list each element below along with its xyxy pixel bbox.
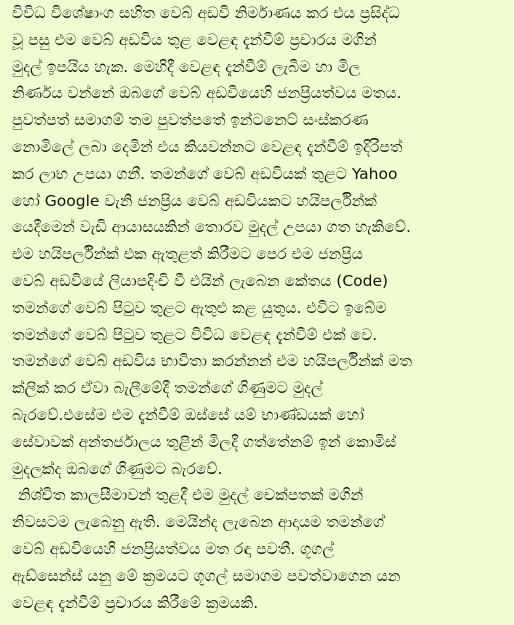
text-line: පුවත්පත් සමාගම් තම පුවත්පතේ ඉන්ටනෙට් සංස්කරණ	[12, 111, 369, 130]
text-line: සේවාවක් අන්තර්ජාලය තුළින් මිලදී ගත්තේනම් ඉන් කොමිස්	[12, 432, 397, 451]
text-line: නොමිලේ ලබා දෙමින් එය කියවන්නට වෙළඳ දැන්වීම් ඉදිරිපත්	[12, 137, 403, 156]
text-line: මුදලක්ද ඔබගේ ගිණුමට බැරවේ.	[12, 459, 223, 478]
text-line: විවිධ විශේෂාංග සහිත වෙබ් අඩවි නිර්මාණය කර එය ප්‍රසිද්ධ	[12, 4, 400, 22]
text-line: තමන්ගේ වෙබ් පිටුව තුළට විවිධ වෙළඳ දැන්වීම් එක් වෙ.	[12, 325, 378, 344]
text-line: එම හයිපර්ලින්ක් එක ඇතුළත් කිරීමට පෙර එම ජනප්‍රිය	[12, 245, 363, 264]
paragraph-start-line: නිශ්චිත කාලසීමාවන් තුළදී එම මුදල් චෙක්පතක් මගින්	[18, 486, 364, 505]
text-line: මුදල් ඉපයිය හැක. මෙහිදී වෙළඳ දැන්වීම් ලැබීම හා මිල	[12, 57, 361, 76]
text-line: ක්ලික් කර ඒවා බැලීමේදී තමන්ගේ ගිණුමට මුදල්	[12, 379, 323, 398]
text-line: වෙළඳ දැන්වීම් ප්‍රචාරය කිරීමේ ක්‍රමයකි.	[12, 593, 259, 612]
text-line: ඇඩ්සෙන්ස් යනු මේ ක්‍රමයට ගූගල් සමාගම පවත්වාගෙන යන	[12, 566, 401, 585]
text-line: තමන්ගේ වෙබ් අඩවිය භාවිතා කරන්නන් එම හයිපර්ලින්ක් මත	[12, 352, 412, 371]
text-line: වූ පසු එම වෙබ් අඩවිය තුළ වෙළඳ දැන්වීම් ප්‍රචාරය මගින්	[12, 30, 377, 49]
text-line: කර ලාභ උපයා ගනී. තමන්ගේ වෙබ් අඩවියක් තුළට Yahoo	[12, 164, 398, 183]
text-line: වෙබ් අඩවියෙහි ජනප්‍රියත්වය මත රඳා පවතී. ගූගල්	[12, 539, 335, 558]
text-line: වෙබ් අඩවියේ ලියාපදිංචි වී එයින් ලැබෙන කේතය (Code)	[12, 271, 389, 290]
text-line: නිර්ණය වන්නේ ඔබගේ වෙබ් අඩවියෙහි ජනප්‍රියත්වය මතය.	[12, 84, 402, 103]
text-line: බැරවේ.එසේම එම දැන්වීම් ඔස්සේ යම් භාණ්ඩයක් හෝ	[12, 405, 365, 424]
text-line: නිවසටම ලැබෙනු ඇති. මෙයින්ද ලැබෙන ආදායම තමන්ගේ	[12, 513, 385, 532]
text-line: යෙදීමෙන් වැඩි ආයාසයකින් තොරව මුදල් උපයා ගත හැකිවේ.	[12, 218, 411, 237]
text-line: තමන්ගේ වෙබ් පිටුව තුළට ඇතුළු කළ යුතුය. එවිට ඉබේම	[12, 298, 387, 317]
text-line: හෝ Google වැනි ජනප්‍රිය වෙබ් අඩවියකට හයිපර්ලින්ක්	[12, 191, 377, 210]
